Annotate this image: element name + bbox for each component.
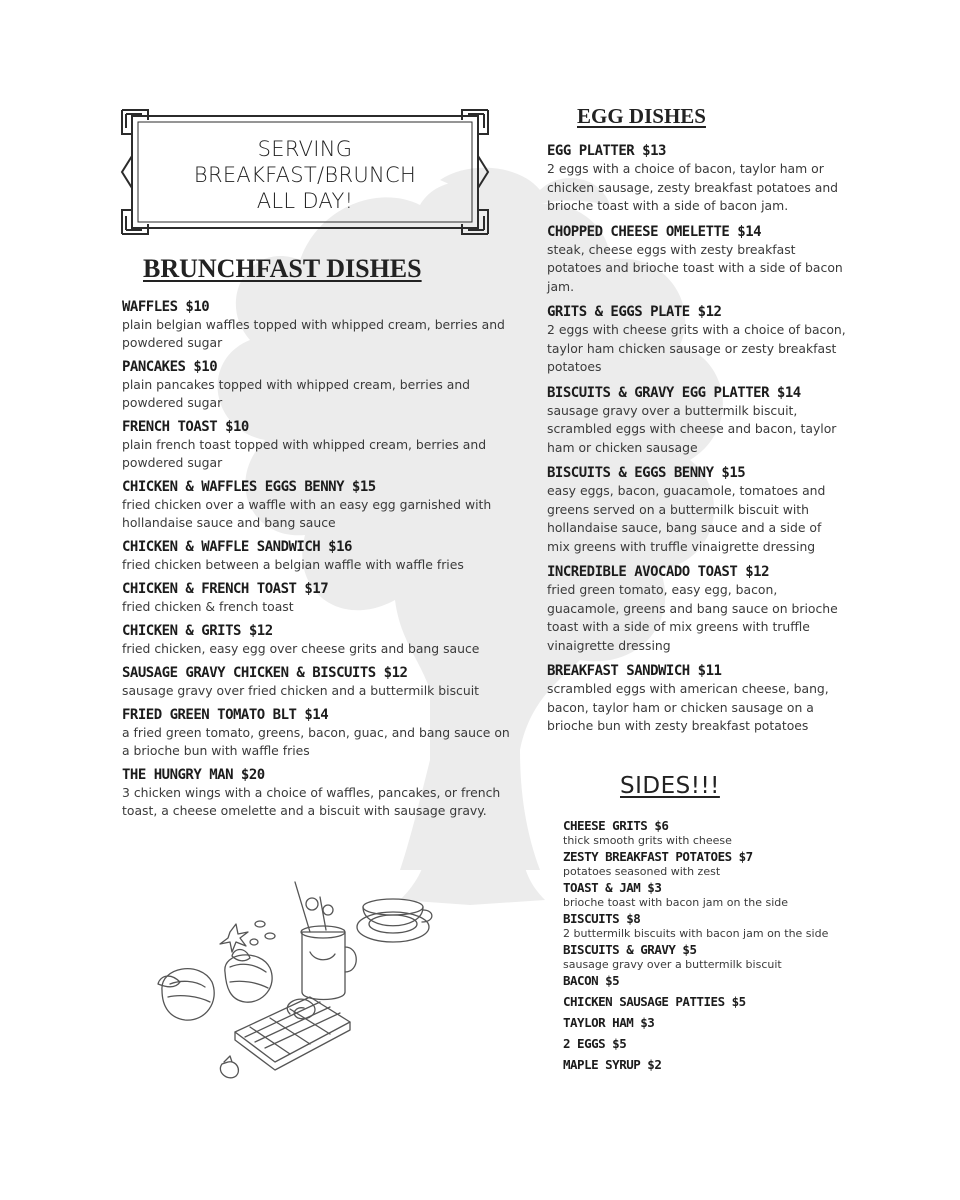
- item-description: sausage gravy over a buttermilk biscuit: [563, 958, 782, 971]
- item-title: TAYLOR HAM $3: [563, 1015, 655, 1030]
- item-title: FRIED GREEN TOMATO BLT $14: [122, 707, 329, 723]
- breakfast-illustration-icon: [150, 872, 440, 1092]
- item-title: CHICKEN & FRENCH TOAST $17: [122, 581, 329, 597]
- item-title: INCREDIBLE AVOCADO TOAST $12: [547, 564, 770, 580]
- item-title: SAUSAGE GRAVY CHICKEN & BISCUITS $12: [122, 665, 408, 681]
- item-description: brioche toast with bacon jam on the side: [563, 896, 788, 909]
- item-title: BISCUITS & GRAVY $5: [563, 942, 697, 957]
- side-item: [563, 849, 863, 878]
- item-description: fried chicken, easy egg over cheese grits and bang sauce: [122, 641, 480, 656]
- menu-item: [122, 358, 517, 412]
- serving-line-2: BREAKFAST/BRUNCH: [193, 163, 417, 187]
- side-item: [563, 973, 863, 989]
- item-title: CHOPPED CHEESE OMELETTE $14: [547, 223, 762, 240]
- brunch-heading: BRUNCHFAST DISHES: [143, 254, 422, 283]
- item-description: plain french toast topped with whipped cream, berries and powdered sugar: [122, 437, 487, 470]
- serving-text: [118, 136, 492, 214]
- item-title: MAPLE SYRUP $2: [563, 1057, 662, 1072]
- menu-item: [122, 538, 517, 574]
- side-item: [563, 880, 863, 909]
- item-description: fried chicken over a waffle with an easy egg garnished with hollandaise sauce and bang sauce: [122, 497, 492, 530]
- menu-item: [122, 478, 517, 532]
- side-item: [563, 1057, 863, 1073]
- item-description: a fried green tomato, greens, bacon, guac, and bang sauce on a brioche bun with waffle fries: [122, 725, 510, 758]
- item-description: 2 eggs with cheese grits with a choice of bacon, taylor ham chicken sausage or zesty breakfast potatoes: [547, 322, 846, 374]
- item-description: sausage gravy over fried chicken and a buttermilk biscuit: [122, 683, 480, 698]
- item-description: 2 eggs with a choice of bacon, taylor ham or chicken sausage, zesty breakfast potatoes and brioche toast with a side of bacon jam.: [547, 161, 839, 213]
- item-title: GRITS & EGGS PLATE $12: [547, 304, 722, 320]
- side-item: [563, 1015, 863, 1031]
- sides-list: [563, 818, 863, 1078]
- side-item: [563, 942, 863, 971]
- item-title: EGG PLATTER $13: [547, 143, 666, 159]
- item-title: BISCUITS $8: [563, 911, 641, 926]
- item-title: BREAKFAST SANDWICH $11: [547, 663, 722, 679]
- item-description: fried chicken between a belgian waffle with waffle fries: [122, 557, 464, 572]
- brunch-list: [122, 298, 517, 826]
- item-description: easy eggs, bacon, guacamole, tomatoes and greens served on a buttermilk biscuit with hollandaise sauce, bang sauce and a side of mix greens with truffle vinaigrette dressing: [547, 483, 826, 554]
- item-title: THE HUNGRY MAN $20: [122, 767, 265, 783]
- item-title: ZESTY BREAKFAST POTATOES $7: [563, 849, 753, 864]
- item-title: BACON $5: [563, 973, 620, 988]
- menu-item: [547, 384, 847, 458]
- menu-item: [547, 662, 847, 736]
- item-description: plain belgian waffles topped with whipped cream, berries and powdered sugar: [122, 317, 505, 350]
- egg-dishes-list: [547, 142, 847, 743]
- item-description: thick smooth grits with cheese: [563, 834, 732, 847]
- item-description: fried chicken & french toast: [122, 599, 294, 614]
- menu-item: [122, 298, 517, 352]
- item-title: TOAST & JAM $3: [563, 880, 662, 895]
- item-title: 2 EGGS $5: [563, 1036, 627, 1051]
- item-title: PANCAKES $10: [122, 359, 218, 375]
- egg-dishes-heading: EGG DISHES: [577, 104, 706, 128]
- item-title: BISCUITS & EGGS BENNY $15: [547, 465, 746, 481]
- sides-heading: SIDES!!!: [620, 773, 720, 799]
- menu-item: [547, 223, 847, 297]
- side-item: [563, 911, 863, 940]
- menu-item: [547, 303, 847, 377]
- item-description: scrambled eggs with american cheese, bang, bacon, taylor ham or chicken sausage on a brioche bun with zesty breakfast potatoes: [547, 681, 829, 733]
- menu-item: [122, 664, 517, 700]
- item-description: steak, cheese eggs with zesty breakfast potatoes and brioche toast with a side of bacon jam.: [547, 241, 843, 294]
- item-title: CHICKEN & GRITS $12: [122, 623, 273, 639]
- item-title: CHICKEN & WAFFLES EGGS BENNY $15: [122, 479, 376, 495]
- serving-line-1: SERVING: [257, 137, 353, 161]
- item-description: 2 buttermilk biscuits with bacon jam on the side: [563, 927, 829, 940]
- item-title: FRENCH TOAST $10: [122, 419, 249, 435]
- serving-banner: [118, 106, 492, 238]
- menu-item: [547, 563, 847, 655]
- item-title: BISCUITS & GRAVY EGG PLATTER $14: [547, 384, 801, 401]
- item-description: potatoes seasoned with zest: [563, 865, 721, 878]
- menu-item: [122, 766, 517, 820]
- item-description: sausage gravy over a buttermilk biscuit, scrambled eggs with cheese and bacon, taylor ham or chicken sausage: [547, 402, 837, 455]
- item-title: WAFFLES $10: [122, 299, 210, 315]
- menu-item: [122, 622, 517, 658]
- item-description: fried green tomato, easy egg, bacon, guacamole, greens and bang sauce on brioche toast with a side of mix greens with truffle vinaigrette dressing: [547, 582, 838, 653]
- serving-line-3: ALL DAY!: [256, 189, 354, 213]
- item-description: plain pancakes topped with whipped cream, berries and powdered sugar: [122, 377, 471, 410]
- menu-item: [547, 142, 847, 216]
- item-title: CHEESE GRITS $6: [563, 818, 669, 833]
- menu-item: [547, 464, 847, 556]
- menu-item: [122, 418, 517, 472]
- side-item: [563, 994, 863, 1010]
- item-description: 3 chicken wings with a choice of waffles, pancakes, or french toast, a cheese omelette and a biscuit with sausage gravy.: [122, 785, 501, 818]
- side-item: [563, 1036, 863, 1052]
- menu-item: [122, 580, 517, 616]
- side-item: [563, 818, 863, 847]
- item-title: CHICKEN & WAFFLE SANDWICH $16: [122, 539, 352, 555]
- item-title: CHICKEN SAUSAGE PATTIES $5: [563, 994, 746, 1009]
- menu-item: [122, 706, 517, 760]
